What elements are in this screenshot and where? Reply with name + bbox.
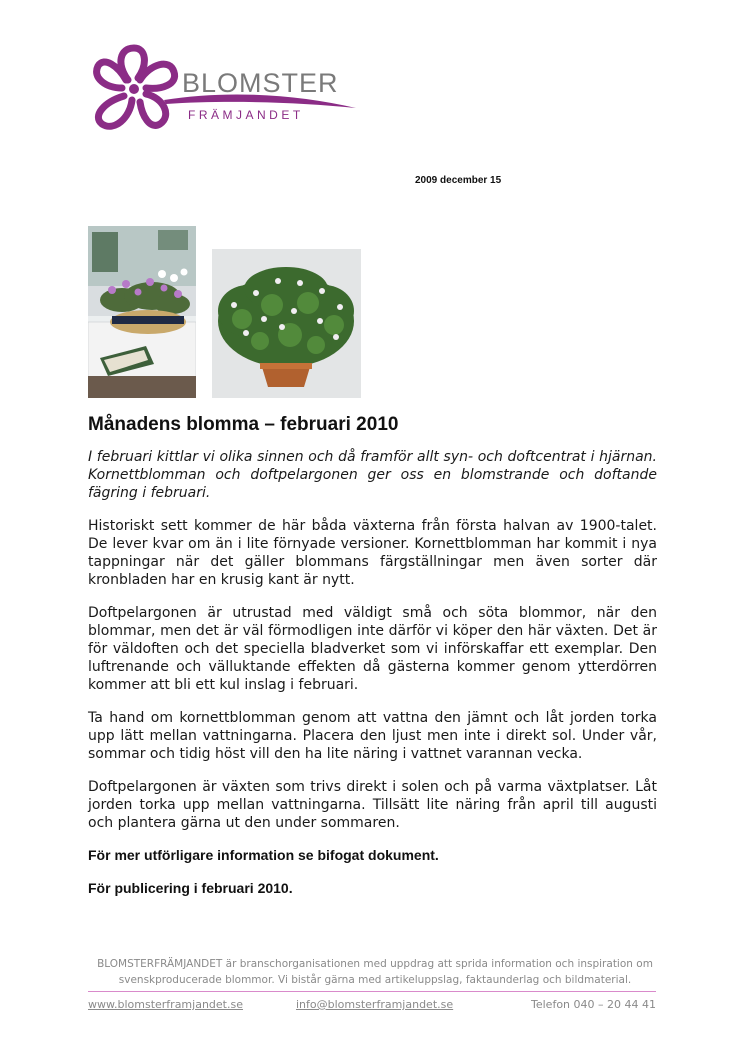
logo-wordmark: BLOMSTER — [182, 68, 339, 98]
website-link[interactable]: www.blomsterframjandet.se — [88, 998, 243, 1011]
article-lead: I februari kittlar vi olika sinnen och då framför allt syn- och doftcentrat i hjärnan. Kornettblomman och doftpelargonen ger oss en blomstrande och doftande fägring i februari. — [88, 449, 657, 501]
indoor-flower-photo — [88, 226, 196, 398]
article-paragraph: Doftpelargonen är utrustad med väldigt små och söta blommor, när den blommar, men det är väl förmodligen inte därför vi köper den här växten. Det är för väldoften och det speciella bladverket som vi införskaffar ett exemplar. Den luftrenande och välluktande effekten då gästerna kommer genom ytterdörren kommer att bli ett kul inslag i februari. — [88, 605, 657, 693]
article-paragraph: Doftpelargonen är växten som trivs direkt i solen och på varma växtplatser. Låt jorden torka upp mellan vattningarna. Tillsätt lite näring från april till augusti och plantera gärna ut den under sommaren. — [88, 779, 657, 831]
phone-number: Telefon 040 – 20 44 41 — [531, 998, 656, 1011]
footer-divider — [88, 991, 656, 992]
article-paragraph: Ta hand om kornettblomman genom att vattna den jämnt och låt jorden torka upp lätt mellan vattningarna. Placera den ljust men inte i direkt sol. Under vår, sommar och tidig höst vill den ha lite näring i vattnet varannan vecka. — [88, 710, 657, 762]
email-link[interactable]: info@blomsterframjandet.se — [296, 998, 454, 1011]
publish-note: För publicering i februari 2010. — [88, 880, 293, 896]
more-info-note: För mer utförligare information se bifogat dokument. — [88, 847, 439, 863]
footer-about: BLOMSTERFRÄMJANDET är branschorganisationen med uppdrag att sprida information och inspiration om svenskproducerade blommor. Vi bistår gärna med artikeluppslag, faktaunderlag och bildmaterial. — [97, 958, 653, 986]
logo-subtitle: FRÄMJANDET — [188, 108, 304, 122]
potted-pelargonium-photo — [212, 249, 361, 398]
document-date: 2009 december 15 — [415, 175, 502, 186]
article-title: Månadens blomma – februari 2010 — [88, 414, 399, 435]
article-paragraph: Historiskt sett kommer de här båda växterna från första halvan av 1900-talet. De lever kvar om än i lite förnyade versioner. Kornettblomman har kommit i nya tappningar när det gäller blommans färgställningar men även sorter där kronbladen har en krusig kant är nytt. — [88, 518, 657, 588]
article — [88, 414, 657, 913]
